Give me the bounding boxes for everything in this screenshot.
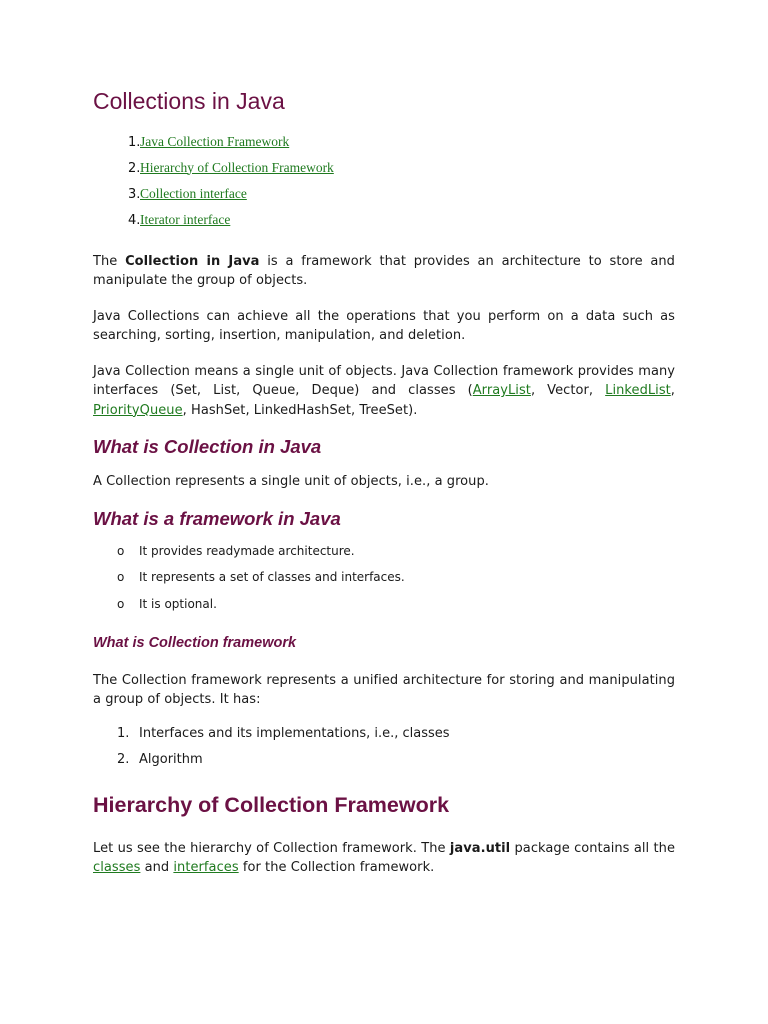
- bold-term: Collection in Java: [125, 253, 260, 269]
- toc-number: 4.: [128, 212, 141, 228]
- list-item-text: Interfaces and its implementations, i.e., classes: [139, 725, 450, 741]
- heading-what-is-framework: What is a framework in Java: [93, 507, 341, 529]
- list-item: [117, 597, 675, 624]
- list-item-text: It provides readymade architecture.: [139, 543, 355, 558]
- text-run: Java Collection means a single unit of objects. Java Collection framework provides many interfaces (Set, List, Queue, Deque) and classes (: [93, 363, 675, 399]
- text-run: The: [93, 253, 126, 269]
- article-content: [93, 88, 675, 894]
- circle-bullet-icon: o: [117, 570, 125, 585]
- hierarchy-paragraph: [93, 839, 675, 878]
- toc-link-iterator-interface[interactable]: Iterator interface: [140, 211, 231, 227]
- list-item: [117, 752, 675, 779]
- link-linkedlist[interactable]: LinkedList: [605, 383, 671, 399]
- list-item: [117, 544, 675, 571]
- table-of-contents: [93, 134, 675, 238]
- page-title: Collections in Java: [93, 88, 285, 114]
- toc-number: 3.: [128, 186, 141, 202]
- text-run: package contains all the: [510, 840, 675, 856]
- framework-bullet-list: [93, 544, 675, 624]
- text-run: , Vector,: [530, 383, 606, 399]
- list-number: 2.: [117, 752, 130, 768]
- text-run: Let us see the hierarchy of Collection framework. The: [93, 840, 450, 856]
- list-item: [117, 570, 675, 597]
- heading-what-is-collection: What is Collection in Java: [93, 436, 322, 458]
- toc-item: [128, 212, 675, 238]
- list-item: [117, 726, 675, 753]
- list-item-text: It is optional.: [139, 596, 217, 611]
- text-run: is a framework that provides an architecture to store and manipulate the group of objects.: [93, 253, 675, 289]
- list-item-text: It represents a set of classes and interfaces.: [139, 570, 405, 585]
- heading-hierarchy: Hierarchy of Collection Framework: [93, 792, 450, 817]
- interfaces-paragraph: [93, 362, 675, 421]
- toc-item: [128, 186, 675, 212]
- toc-link-collection-interface[interactable]: Collection interface: [140, 185, 247, 201]
- list-number: 1.: [117, 725, 130, 741]
- toc-link-java-collection-framework[interactable]: Java Collection Framework: [140, 133, 290, 149]
- link-priorityqueue[interactable]: PriorityQueue: [93, 402, 183, 418]
- intro-paragraph: [93, 252, 675, 291]
- text-run: and: [140, 860, 174, 876]
- circle-bullet-icon: o: [117, 596, 125, 611]
- link-interfaces[interactable]: interfaces: [173, 860, 239, 876]
- list-item-text: Algorithm: [139, 752, 203, 768]
- toc-item: [128, 134, 675, 160]
- framework-contents-list: [93, 726, 675, 779]
- collection-definition-paragraph: A Collection represents a single unit of objects, i.e., a group.: [93, 474, 489, 490]
- heading-what-is-collection-framework: What is Collection framework: [93, 635, 297, 652]
- toc-number: 1.: [128, 134, 141, 150]
- text-run: for the Collection framework.: [238, 860, 435, 876]
- operations-paragraph: Java Collections can achieve all the operations that you perform on a data such as searching, sorting, insertion, manipulation, and deletion.: [93, 308, 675, 344]
- bold-term: java.util: [449, 840, 511, 856]
- framework-description-paragraph: The Collection framework represents a unified architecture for storing and manipulating a group of objects. It has:: [93, 672, 675, 708]
- link-arraylist[interactable]: ArrayList: [472, 383, 531, 399]
- toc-item: [128, 160, 675, 186]
- circle-bullet-icon: o: [117, 543, 125, 558]
- toc-link-hierarchy[interactable]: Hierarchy of Collection Framework: [140, 159, 334, 175]
- text-run: ,: [670, 383, 675, 399]
- toc-number: 2.: [128, 160, 141, 176]
- text-run: , HashSet, LinkedHashSet, TreeSet).: [182, 402, 418, 418]
- link-classes[interactable]: classes: [93, 860, 141, 876]
